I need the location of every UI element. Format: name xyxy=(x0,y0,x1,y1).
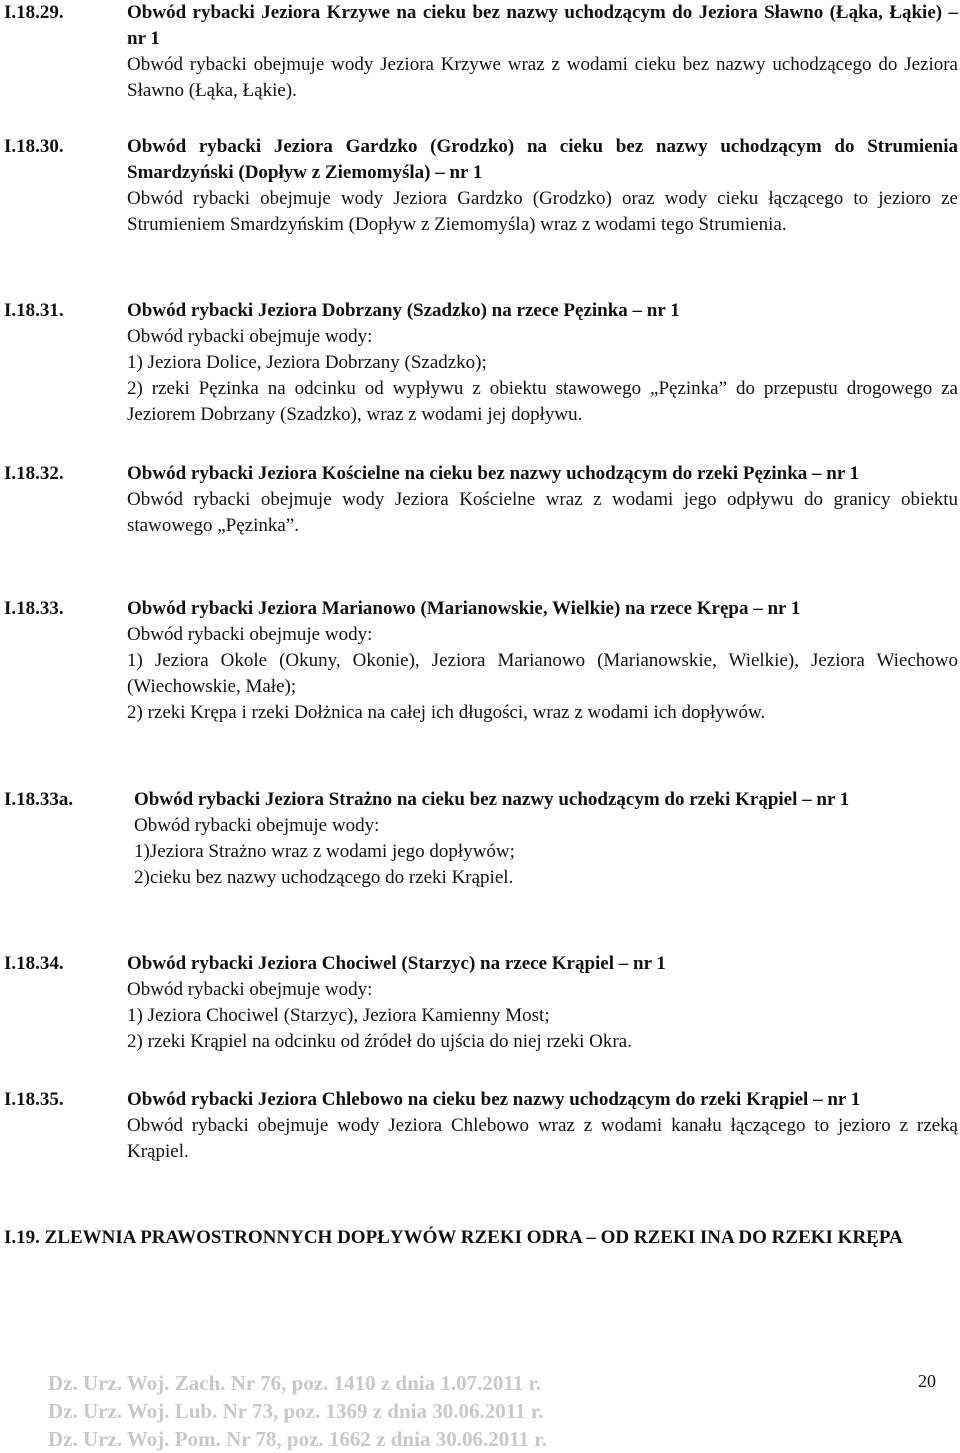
entry-text xyxy=(127,977,958,1055)
entry-body xyxy=(127,461,958,539)
entry-title: Obwód rybacki Jeziora Gardzko (Grodzko) na cieku bez nazwy uchodzącym do Strumienia Smardzyński (Dopływ z Ziemomyśla) – nr 1 xyxy=(127,136,958,183)
entry-line: 1) Jeziora Chociwel (Starzyc), Jeziora Kamienny Most; xyxy=(127,1005,550,1026)
entry-body xyxy=(127,1087,958,1165)
footer-line: Dz. Urz. Woj. Lub. Nr 73, poz. 1369 z dnia 30.06.2011 r. xyxy=(48,1399,544,1423)
entry-line: 2) rzeki Pęzinka na odcinku od wypływu z obiektu stawowego „Pęzinka” do przepustu drogowego za Jeziorem Dobrzany (Szadzko), wraz z wodami jej dopływu. xyxy=(127,378,958,425)
entry-line: 1) Jeziora Okole (Okuny, Okonie), Jeziora Marianowo (Marianowskie, Wielkie), Jeziora Wiechowo (Wiechowskie, Małe); xyxy=(127,650,958,697)
entry-title: Obwód rybacki Jeziora Kościelne na cieku bez nazwy uchodzącym do rzeki Pęzinka – nr 1 xyxy=(127,463,860,484)
entry-title: Obwód rybacki Jeziora Dobrzany (Szadzko) na rzece Pęzinka – nr 1 xyxy=(127,300,680,321)
entry-line: Obwód rybacki obejmuje wody: xyxy=(127,624,373,645)
entry-body xyxy=(127,134,958,238)
entry-number: I.18.33. xyxy=(4,598,64,619)
entry-line: Obwód rybacki obejmuje wody: xyxy=(127,979,373,1000)
entry-body xyxy=(127,951,958,1055)
entry-title: Obwód rybacki Jeziora Krzywe na cieku bez nazwy uchodzącym do Jeziora Sławno (Łąka, Łąkie) – nr 1 xyxy=(127,2,958,49)
entry-number: I.18.31. xyxy=(4,300,64,321)
footer-line: Dz. Urz. Woj. Pom. Nr 78, poz. 1662 z dnia 30.06.2011 r. xyxy=(48,1427,547,1451)
entry-number: I.18.35. xyxy=(4,1089,64,1110)
entry-number: I.18.33a. xyxy=(4,789,74,810)
entry-title: Obwód rybacki Jeziora Chlebowo na cieku bez nazwy uchodzącym do rzeki Krąpiel – nr 1 xyxy=(127,1089,861,1110)
entry-text xyxy=(127,186,958,238)
entry-body xyxy=(134,787,958,891)
footer-publication-info xyxy=(48,1369,748,1453)
entry-text xyxy=(127,324,958,428)
entry-text xyxy=(127,52,958,104)
entry-title: Obwód rybacki Jeziora Strażno na cieku bez nazwy uchodzącym do rzeki Krąpiel – nr 1 xyxy=(134,789,850,810)
entry-title: Obwód rybacki Jeziora Marianowo (Marianowskie, Wielkie) na rzece Krępa – nr 1 xyxy=(127,598,801,619)
entry-line: 1) Jeziora Dolice, Jeziora Dobrzany (Szadzko); xyxy=(127,352,487,373)
footer-line: Dz. Urz. Woj. Zach. Nr 76, poz. 1410 z dnia 1.07.2011 r. xyxy=(48,1371,542,1395)
entry-line: 2) rzeki Krępa i rzeki Dołżnica na całej ich długości, wraz z wodami ich dopływów. xyxy=(127,702,766,723)
entry-text xyxy=(127,622,958,726)
section-heading: I.19. ZLEWNIA PRAWOSTRONNYCH DOPŁYWÓW RZEKI ODRA – OD RZEKI INA DO RZEKI KRĘPA xyxy=(4,1227,903,1248)
entry-line: 2)cieku bez nazwy uchodzącego do rzeki Krąpiel. xyxy=(134,867,514,888)
entry-text xyxy=(127,487,958,539)
entry-title: Obwód rybacki Jeziora Chociwel (Starzyc) na rzece Krąpiel – nr 1 xyxy=(127,953,666,974)
page-number: 20 xyxy=(918,1371,936,1391)
entry-text xyxy=(134,813,958,891)
entry-line: Obwód rybacki obejmuje wody Jeziora Krzywe wraz z wodami cieku bez nazwy uchodzącego do Jeziora Sławno (Łąka, Łąkie). xyxy=(127,54,958,101)
entry-body xyxy=(127,298,958,428)
entry-body xyxy=(127,0,958,104)
entry-line: Obwód rybacki obejmuje wody: xyxy=(127,326,373,347)
entry-number: I.18.29. xyxy=(4,2,64,23)
entry-number: I.18.34. xyxy=(4,953,64,974)
entry-number: I.18.32. xyxy=(4,463,64,484)
entry-line: Obwód rybacki obejmuje wody: xyxy=(134,815,380,836)
entry-line: Obwód rybacki obejmuje wody Jeziora Chlebowo wraz z wodami kanału łączącego to jezioro z rzeką Krąpiel. xyxy=(127,1115,958,1162)
entry-number: I.18.30. xyxy=(4,136,64,157)
entry-line: 1)Jeziora Strażno wraz z wodami jego dopływów; xyxy=(134,841,515,862)
entry-line: 2) rzeki Krąpiel na odcinku od źródeł do ujścia do niej rzeki Okra. xyxy=(127,1031,632,1052)
entry-line: Obwód rybacki obejmuje wody Jeziora Kościelne wraz z wodami jego odpływu do granicy obiektu stawowego „Pęzinka”. xyxy=(127,489,958,536)
entry-body xyxy=(127,596,958,726)
entry-text xyxy=(127,1113,958,1165)
entry-line: Obwód rybacki obejmuje wody Jeziora Gardzko (Grodzko) oraz wody cieku łączącego to jezioro ze Strumieniem Smardzyńskim (Dopływ z Ziemomyśla) wraz z wodami tego Strumienia. xyxy=(127,188,958,235)
